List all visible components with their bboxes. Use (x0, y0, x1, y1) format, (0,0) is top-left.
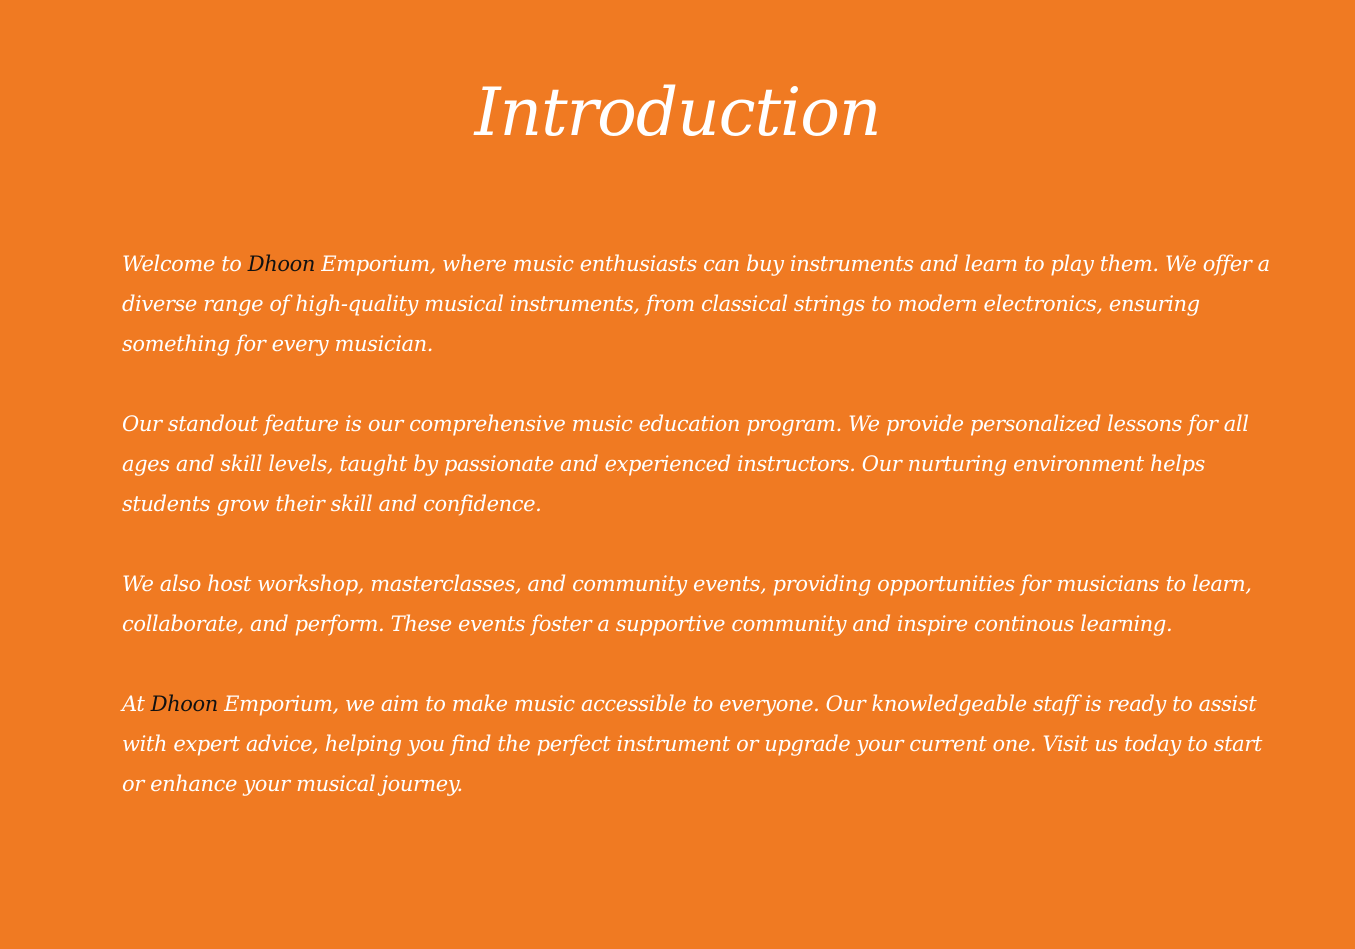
intro-body (122, 244, 1272, 844)
paragraph-welcome (122, 244, 1272, 364)
page-title: Introduction (474, 74, 881, 151)
paragraph-closing-lead: At (122, 692, 151, 716)
paragraph-closing (122, 684, 1272, 804)
paragraph-welcome-lead: Welcome to (122, 252, 248, 276)
brand-name: Dhoon (150, 692, 218, 716)
paragraph-closing-rest: Emporium, we aim to make music accessible to everyone. Our knowledgeable staff is ready to assist with expert advice, helping you find the perfect instrument or upgrade your current one. Visit us today to start or enhance your musical journey. (122, 692, 1262, 796)
paragraph-education: Our standout feature is our comprehensive music education program. We provide personalized lessons for all ages and skill levels, taught by passionate and experienced instructors. Our nurturing environment helps students grow their skill and confidence. (122, 412, 1249, 516)
paragraph-events: We also host workshop, masterclasses, and community events, providing opportunities for musicians to learn, collaborate, and perform. These events foster a supportive community and inspire continous learning. (122, 572, 1252, 636)
paragraph-welcome-rest: Emporium, where music enthusiasts can buy instruments and learn to play them. We offer a diverse range of high-quality musical instruments, from classical strings to modern electronics, ensuring something for every musician. (122, 252, 1270, 356)
brand-name: Dhoon (247, 252, 315, 276)
